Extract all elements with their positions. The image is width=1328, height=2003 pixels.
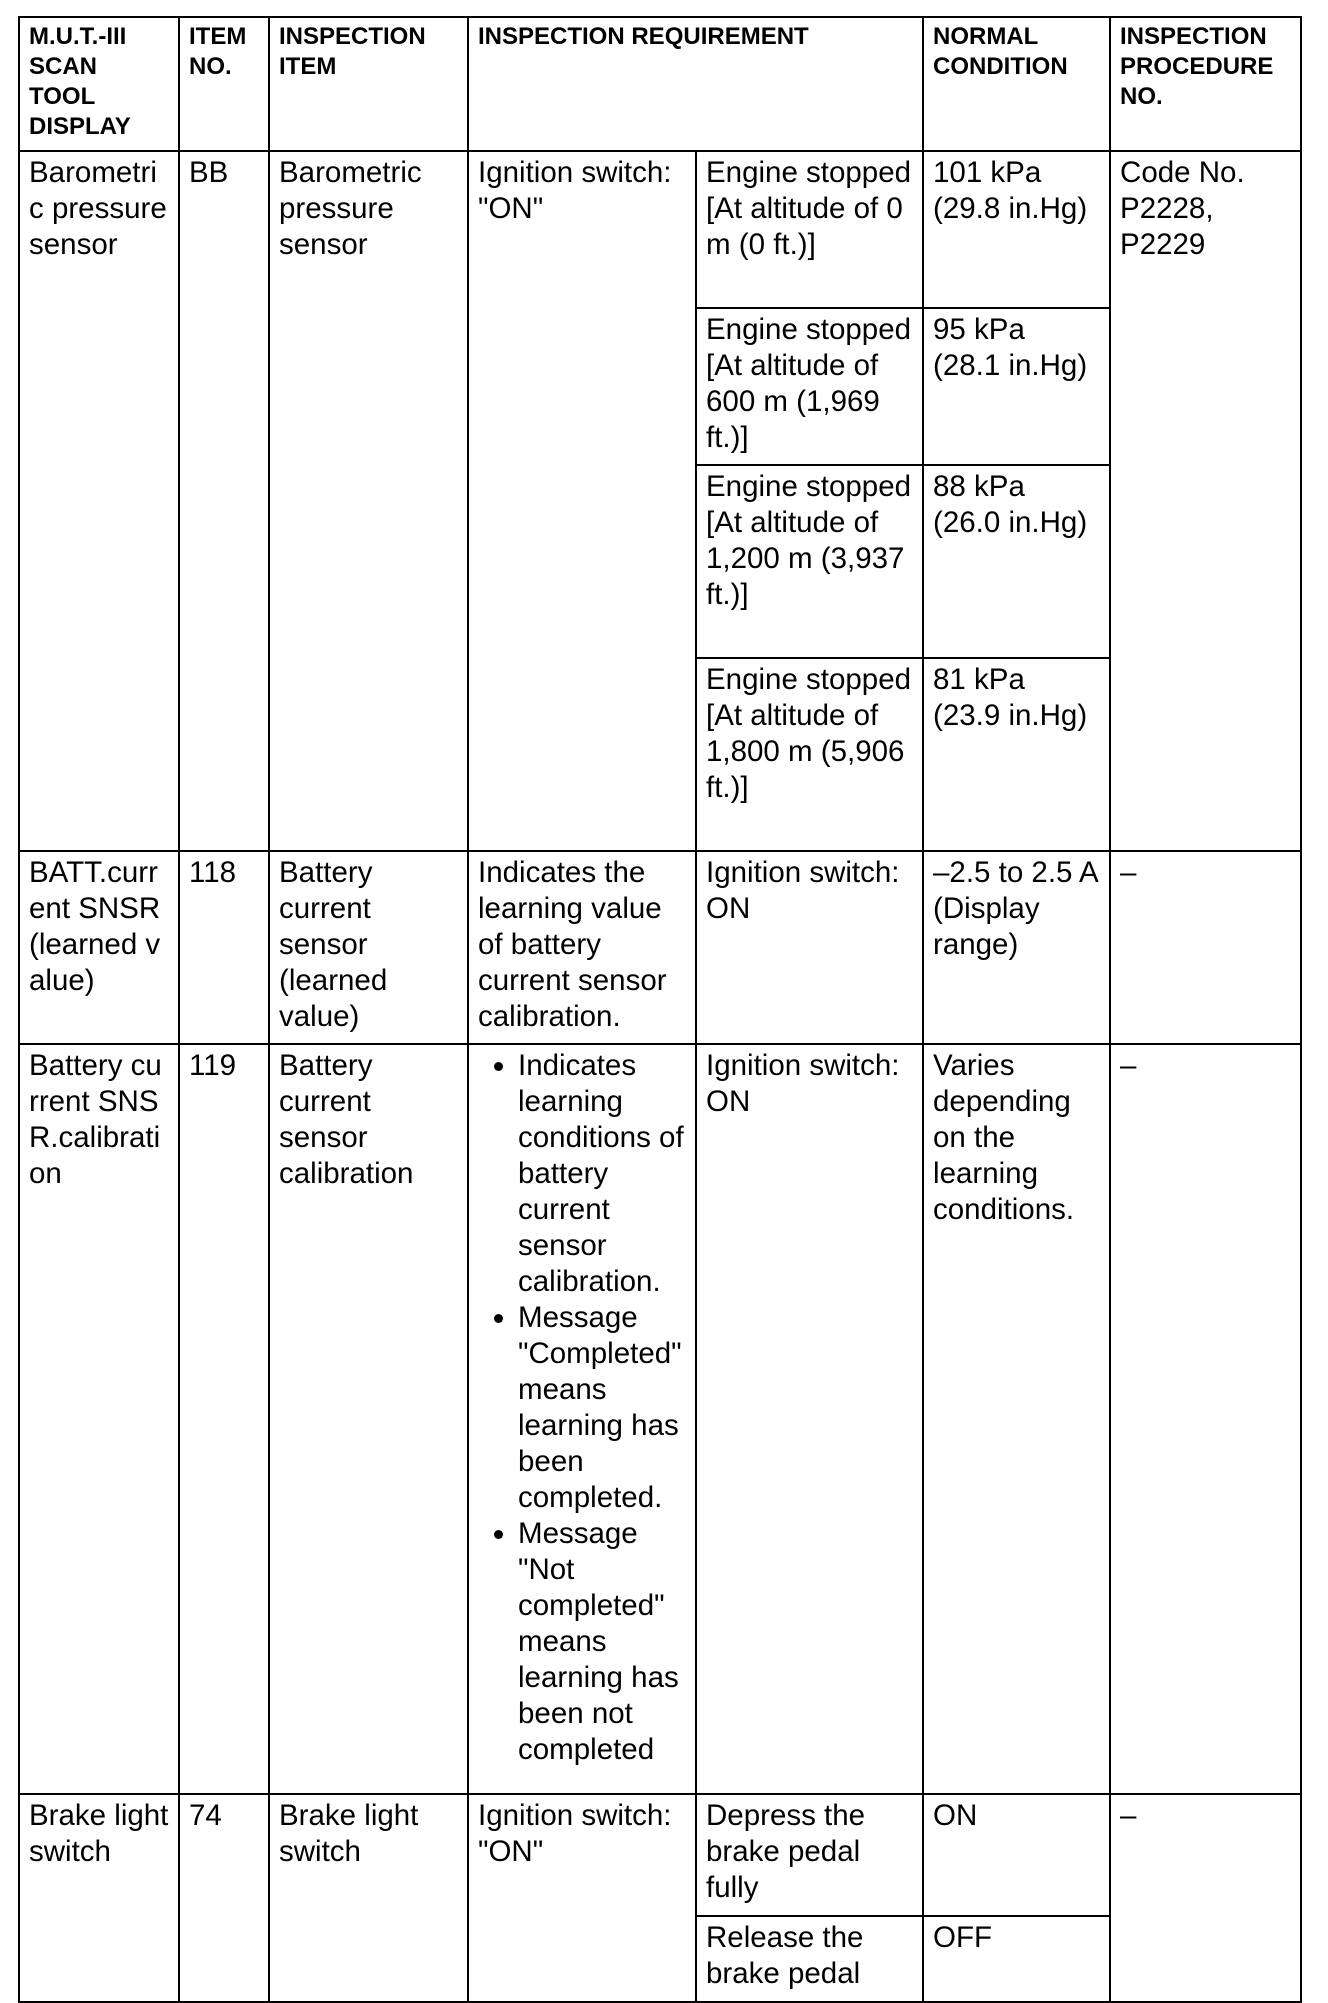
condition-cell: Engine stopped [At altitude of 0 m (0 ft.)] (696, 151, 923, 308)
item-no-cell: 118 (179, 851, 269, 1044)
normal-cell: ON (923, 1794, 1110, 1916)
header-row (19, 17, 1301, 151)
normal-cell: Varies depending on the learning conditions. (923, 1044, 1110, 1794)
header-procedure: INSPECTION PROCEDURE NO. (1110, 17, 1301, 151)
display-cell: BATT.current SNSR(learned value) (19, 851, 179, 1044)
table-row (19, 851, 1301, 1044)
display-cell: Battery current SNSR.calibration (19, 1044, 179, 1794)
condition-cell: Engine stopped [At altitude of 1,800 m (5,906 ft.)] (696, 658, 923, 851)
display-cell: Brake light switch (19, 1794, 179, 2002)
item-no-cell: BB (179, 151, 269, 851)
normal-cell: 81 kPa (23.9 in.Hg) (923, 658, 1110, 851)
list-item: • Message "Completed" means learning has been completed. (518, 1300, 686, 1516)
inspection-table (18, 16, 1302, 2003)
item-no-cell: 119 (179, 1044, 269, 1794)
item-no-cell: 74 (179, 1794, 269, 2002)
condition-cell: Engine stopped [At altitude of 1,200 m (3,937 ft.)] (696, 465, 923, 658)
requirement-cell: Ignition switch: "ON" (468, 1794, 696, 2002)
normal-cell: OFF (923, 1916, 1110, 2002)
list-item: • Message "Not completed" means learning has been not completed (518, 1516, 686, 1768)
condition-cell: Ignition switch: ON (696, 851, 923, 1044)
display-cell: Barometric pressure sensor (19, 151, 179, 851)
procedure-cell: – (1110, 851, 1301, 1044)
procedure-cell: – (1110, 1794, 1301, 2002)
requirement-list (478, 1048, 686, 1768)
list-item: • Indicates learning conditions of battery current sensor calibration. (518, 1048, 686, 1300)
item-cell: Battery current sensor (learned value) (269, 851, 468, 1044)
condition-cell: Ignition switch: ON (696, 1044, 923, 1794)
requirement-cell: Ignition switch: "ON" (468, 151, 696, 851)
table-row (19, 1794, 1301, 1916)
header-display: M.U.T.-III SCAN TOOL DISPLAY (19, 17, 179, 151)
condition-cell: Release the brake pedal (696, 1916, 923, 2002)
header-item-no: ITEM NO. (179, 17, 269, 151)
table-row (19, 151, 1301, 308)
header-normal: NORMAL CONDITION (923, 17, 1110, 151)
normal-cell: 95 kPa (28.1 in.Hg) (923, 308, 1110, 465)
item-cell: Brake light switch (269, 1794, 468, 2002)
table-row (19, 1044, 1301, 1794)
normal-cell: –2.5 to 2.5 A (Display range) (923, 851, 1110, 1044)
item-cell: Battery current sensor calibration (269, 1044, 468, 1794)
normal-cell: 101 kPa (29.8 in.Hg) (923, 151, 1110, 308)
procedure-cell: – (1110, 1044, 1301, 1794)
requirement-cell: Indicates the learning value of battery current sensor calibration. (468, 851, 696, 1044)
normal-cell: 88 kPa (26.0 in.Hg) (923, 465, 1110, 658)
condition-cell: Depress the brake pedal fully (696, 1794, 923, 1916)
item-cell: Barometric pressure sensor (269, 151, 468, 851)
condition-cell: Engine stopped [At altitude of 600 m (1,969 ft.)] (696, 308, 923, 465)
header-requirement: INSPECTION REQUIREMENT (468, 17, 923, 151)
header-item: INSPECTION ITEM (269, 17, 468, 151)
requirement-cell (468, 1044, 696, 1794)
procedure-cell: Code No. P2228, P2229 (1110, 151, 1301, 851)
